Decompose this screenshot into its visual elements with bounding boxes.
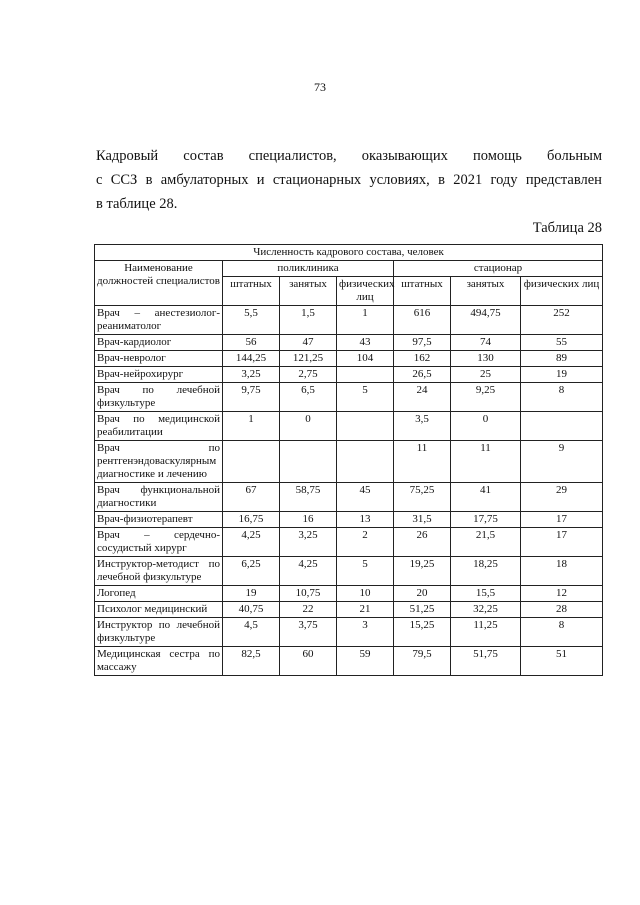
row-value: 0 [451,412,521,441]
row-name: Инструктор-методист по лечебной физкультуре [95,557,223,586]
page-number: 73 [314,80,326,94]
column-header-poly-1: занятых [280,277,337,306]
row-value: 11 [394,441,451,483]
row-value: 19 [521,367,603,383]
row-value: 51,75 [451,647,521,676]
row-value [337,441,394,483]
row-value: 121,25 [280,351,337,367]
row-value: 40,75 [223,602,280,618]
row-name: Врач-физиотерапевт [95,512,223,528]
group-header-polyclinic: поликлиника [223,261,394,277]
row-value: 60 [280,647,337,676]
table-row [95,335,603,351]
paragraph-word: амбулаторных [160,172,249,188]
paragraph-word: в [438,172,445,188]
column-header-stat-1: занятых [451,277,521,306]
row-value: 3,5 [394,412,451,441]
table-row [95,483,603,512]
row-value: 55 [521,335,603,351]
row-value: 8 [521,383,603,412]
row-value: 10,75 [280,586,337,602]
row-name: Инструктор по лечебной физкультуре [95,618,223,647]
row-value: 32,25 [451,602,521,618]
paragraph-word: в [145,172,153,188]
column-header-poly-2: физических лиц [337,277,394,306]
row-value: 162 [394,351,451,367]
row-name: Логопед [95,586,223,602]
table-row [95,367,603,383]
row-value: 2,75 [280,367,337,383]
row-value: 16 [280,512,337,528]
table-row [95,602,603,618]
table-row [95,351,603,367]
row-value [337,367,394,383]
row-value: 75,25 [394,483,451,512]
paragraph-word: состав [183,148,224,164]
row-value: 5 [337,383,394,412]
row-value: 51 [521,647,603,676]
row-value: 20 [394,586,451,602]
column-header-poly-0: штатных [223,277,280,306]
table-row [95,383,603,412]
row-value [337,412,394,441]
row-value: 56 [223,335,280,351]
row-value: 9 [521,441,603,483]
row-value: 58,75 [280,483,337,512]
row-name: Психолог медицинский [95,602,223,618]
group-header-hospital: стационар [394,261,603,277]
paragraph-word: 2021 [453,172,483,188]
paragraph-word: году [490,172,518,188]
row-value: 17 [521,512,603,528]
row-value: 1 [223,412,280,441]
row-value: 5,5 [223,306,280,335]
row-value: 21,5 [451,528,521,557]
row-name: Врач функциональной диагностики [95,483,223,512]
row-value: 15,25 [394,618,451,647]
row-name: Врач – сердечно-сосудистый хирург [95,528,223,557]
paragraph-word: с [96,172,103,188]
row-value: 10 [337,586,394,602]
paragraph-line-2 [96,168,602,192]
row-value: 24 [394,383,451,412]
row-name: Врач по лечебной физкультуре [95,383,223,412]
row-value: 1,5 [280,306,337,335]
row-value: 41 [451,483,521,512]
paragraph-word: Кадровый [96,148,159,164]
row-value: 11,25 [451,618,521,647]
row-value: 6,5 [280,383,337,412]
row-value: 22 [280,602,337,618]
row-value: 12 [521,586,603,602]
row-name: Врач – анестезиолог-реаниматолог [95,306,223,335]
row-value: 82,5 [223,647,280,676]
table-row [95,618,603,647]
row-value: 18,25 [451,557,521,586]
row-value: 43 [337,335,394,351]
paragraph-word: больным [547,148,602,164]
row-value: 26 [394,528,451,557]
row-value: 6,25 [223,557,280,586]
row-value: 79,5 [394,647,451,676]
row-value: 74 [451,335,521,351]
row-value: 19,25 [394,557,451,586]
paragraph-word: представлен [525,172,602,188]
row-value: 3,25 [223,367,280,383]
table-title: Численность кадрового состава, человек [95,245,603,261]
row-value: 67 [223,483,280,512]
paragraph-word: оказывающих [361,148,448,164]
paragraph-word: условиях, [369,172,430,188]
row-value: 11 [451,441,521,483]
row-value: 5 [337,557,394,586]
row-value: 21 [337,602,394,618]
row-value: 130 [451,351,521,367]
row-value [521,412,603,441]
paragraph-line-1 [96,144,602,168]
row-value: 3,25 [280,528,337,557]
row-value: 252 [521,306,603,335]
column-header-stat-0: штатных [394,277,451,306]
row-value: 13 [337,512,394,528]
row-value: 15,5 [451,586,521,602]
row-value: 59 [337,647,394,676]
row-value: 17 [521,528,603,557]
row-value: 144,25 [223,351,280,367]
row-value: 97,5 [394,335,451,351]
row-value: 0 [280,412,337,441]
row-value: 8 [521,618,603,647]
paragraph-word: ССЗ [110,172,138,188]
paragraph-word: и [256,172,265,188]
row-value: 25 [451,367,521,383]
row-value: 51,25 [394,602,451,618]
row-value: 18 [521,557,603,586]
row-value: 26,5 [394,367,451,383]
row-name: Медицинская сестра по массажу [95,647,223,676]
staff-table [94,244,603,676]
row-value: 17,75 [451,512,521,528]
row-name: Врач по рентгенэндоваскулярным диагностике и лечению [95,441,223,483]
row-value: 3 [337,618,394,647]
column-header-name: Наименование должностей специалистов [95,261,223,306]
row-value: 3,75 [280,618,337,647]
intro-paragraph [96,144,602,216]
table-row [95,557,603,586]
paragraph-word: стационарных [272,172,362,188]
row-name: Врач-кардиолог [95,335,223,351]
table-row [95,512,603,528]
row-value: 16,75 [223,512,280,528]
row-value: 2 [337,528,394,557]
paragraph-word: специалистов, [248,148,337,164]
row-value: 89 [521,351,603,367]
row-value: 29 [521,483,603,512]
paragraph-line-3: в таблице 28. [96,196,178,212]
table-caption: Таблица 28 [532,220,602,236]
table-row [95,306,603,335]
table-row [95,441,603,483]
row-value: 45 [337,483,394,512]
row-name: Врач-невролог [95,351,223,367]
row-name: Врач по медицинской реабилитации [95,412,223,441]
table-row [95,586,603,602]
column-header-stat-2: физических лиц [521,277,603,306]
row-value: 47 [280,335,337,351]
table-row [95,647,603,676]
row-value: 104 [337,351,394,367]
row-value: 4,25 [280,557,337,586]
row-value: 19 [223,586,280,602]
row-value: 9,25 [451,383,521,412]
paragraph-word: помощь [472,148,522,164]
table-row [95,528,603,557]
row-value: 4,25 [223,528,280,557]
row-value: 4,5 [223,618,280,647]
table-row [95,412,603,441]
row-value: 1 [337,306,394,335]
row-value: 9,75 [223,383,280,412]
row-name: Врач-нейрохирург [95,367,223,383]
row-value: 494,75 [451,306,521,335]
row-value [223,441,280,483]
row-value: 616 [394,306,451,335]
row-value: 31,5 [394,512,451,528]
row-value: 28 [521,602,603,618]
row-value [280,441,337,483]
